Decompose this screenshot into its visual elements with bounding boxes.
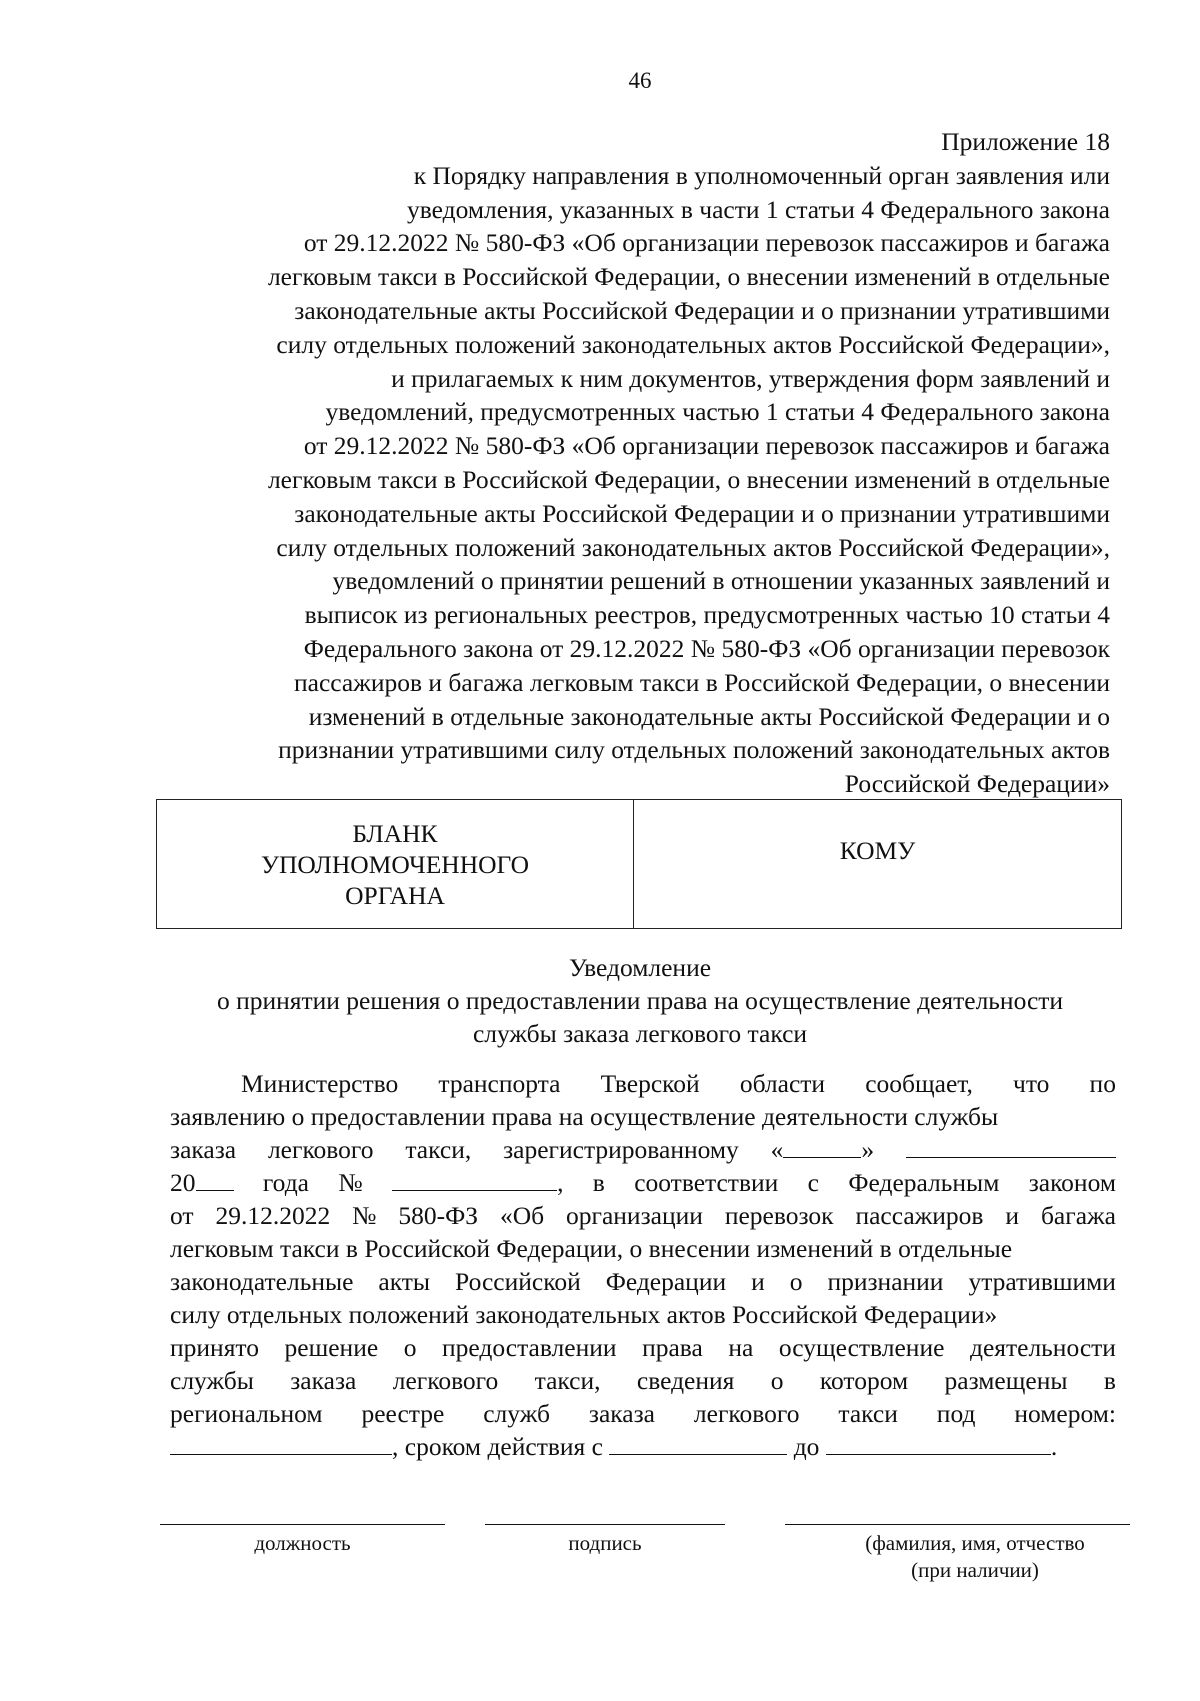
signature-block <box>160 1524 1130 1604</box>
word: деятельности <box>969 1333 1116 1362</box>
word: организации <box>566 1201 703 1230</box>
word: легкового <box>267 1135 374 1164</box>
word: о <box>770 1366 784 1395</box>
appendix-line: законодательные акты Российской Федерации и о признании утратившими <box>294 498 1110 528</box>
validity-start-field[interactable] <box>609 1430 787 1455</box>
name-label-line: (при наличии) <box>911 1558 1039 1582</box>
word: о <box>789 1267 803 1296</box>
word: 29.12.2022 <box>215 1201 331 1230</box>
word: пассажиров <box>855 1201 984 1230</box>
word: реестре <box>361 1399 445 1428</box>
word: № <box>352 1201 377 1230</box>
appendix-line: к Порядку направления в уполномоченный орган заявления или <box>413 160 1110 190</box>
word: легкового <box>693 1399 800 1428</box>
registration-month-field[interactable] <box>906 1133 1116 1158</box>
body-line: силу отдельных положений законодательных актов Российской Федерации» <box>170 1300 998 1329</box>
name-label <box>805 1530 1145 1584</box>
word: законодательные <box>170 1267 354 1296</box>
letterhead-line: БЛАНК <box>352 818 438 848</box>
word: Федерации <box>605 1267 727 1296</box>
word: по <box>1089 1069 1116 1098</box>
appendix-line: легковым такси в Российской Федерации, о внесении изменений в отдельные <box>267 262 1110 292</box>
word: принято <box>170 1333 259 1362</box>
authority-letterhead-cell <box>157 800 634 928</box>
recipient-cell <box>634 800 1121 928</box>
word: котором <box>819 1366 909 1395</box>
word: в <box>1103 1366 1116 1395</box>
notice-subtitle-line: о принятии решения о предоставлении права на осуществление деятельности <box>216 986 1064 1015</box>
word: о <box>403 1333 417 1362</box>
word: № <box>338 1168 363 1197</box>
word: служб <box>483 1399 550 1428</box>
registration-day-field[interactable]: « » <box>770 1135 875 1164</box>
word: акты <box>378 1267 431 1296</box>
word: области <box>739 1069 826 1098</box>
word: такси, <box>534 1366 601 1395</box>
appendix-line: уведомления, указанных в части 1 статьи 4 Федерального закона <box>407 194 1110 224</box>
signature-label: подпись <box>568 1531 642 1555</box>
word: номером: <box>1014 1399 1116 1428</box>
body-line <box>170 1067 1116 1100</box>
word: законом <box>1028 1168 1116 1197</box>
word: права <box>642 1333 703 1362</box>
word: заказа <box>588 1399 655 1428</box>
word: предоставлении <box>442 1333 617 1362</box>
body-line: заявлению о предоставлении права на осуществление деятельности службы <box>170 1102 999 1131</box>
body-line <box>170 1430 1116 1463</box>
word: транспорта <box>438 1069 561 1098</box>
word: соответствии <box>634 1168 779 1197</box>
word: , сроком действия с <box>392 1432 603 1461</box>
body-line <box>170 1166 1116 1199</box>
appendix-line: пассажиров и багажа легковым такси в Российской Федерации, о внесении <box>294 667 1110 697</box>
appendix-line: Российской Федерации» <box>844 769 1110 799</box>
word: утратившими <box>968 1267 1116 1296</box>
body-line <box>170 1397 1116 1430</box>
word: такси, <box>405 1135 472 1164</box>
word: «Об <box>499 1201 545 1230</box>
word: заказа <box>290 1366 357 1395</box>
word: с <box>807 1168 819 1197</box>
name-line[interactable] <box>785 1524 1130 1525</box>
blank-table <box>156 799 1122 929</box>
word: под <box>936 1399 976 1428</box>
appendix-line: Приложение 18 <box>941 127 1110 156</box>
body-line <box>170 1364 1116 1397</box>
appendix-line: силу отдельных положений законодательных актов Российской Федерации», <box>276 532 1110 562</box>
signature-line[interactable] <box>485 1524 725 1525</box>
registration-number-field[interactable]: , <box>392 1166 563 1199</box>
word: что <box>1013 1069 1050 1098</box>
registry-number-field[interactable] <box>170 1430 392 1455</box>
word: региональном <box>170 1399 323 1428</box>
word: перевозок <box>724 1201 834 1230</box>
word: и <box>751 1267 765 1296</box>
word: и <box>1005 1201 1020 1230</box>
appendix-line: легковым такси в Российской Федерации, о внесении изменений в отдельные <box>267 464 1110 494</box>
notice-heading <box>150 951 1130 1050</box>
appendix-line: Федерального закона от 29.12.2022 № 580-ФЗ «Об организации перевозок <box>303 633 1110 663</box>
word: Тверской <box>600 1069 700 1098</box>
notice-body <box>170 1067 1116 1463</box>
word: на <box>728 1333 754 1362</box>
word: Министерство <box>241 1069 399 1098</box>
word: года <box>262 1168 309 1197</box>
word: Федеральным <box>848 1168 1000 1197</box>
word: признании <box>827 1267 944 1296</box>
word: заказа <box>170 1135 237 1164</box>
body-line <box>170 1331 1116 1364</box>
word: багажа <box>1040 1201 1116 1230</box>
word: размещены <box>944 1366 1068 1395</box>
word: зарегистрированному <box>503 1135 739 1164</box>
word: сведения <box>636 1366 735 1395</box>
appendix-line: силу отдельных положений законодательных актов Российской Федерации», <box>276 329 1110 359</box>
word: от <box>170 1201 194 1230</box>
body-line <box>170 1199 1116 1232</box>
position-label: должность <box>254 1531 351 1555</box>
word: 580-ФЗ <box>398 1201 479 1230</box>
body-line: легковым такси в Российской Федерации, о внесении изменений в отдельные <box>170 1234 1013 1263</box>
word: осуществление <box>778 1333 945 1362</box>
name-label-line: (фамилия, имя, отчество <box>865 1531 1085 1555</box>
word: до <box>793 1432 820 1461</box>
word: службы <box>170 1366 254 1395</box>
appendix-line: и прилагаемых к ним документов, утверждения форм заявлений и <box>391 363 1110 393</box>
recipient-label: КОМУ <box>839 835 916 865</box>
appendix-line: законодательные акты Российской Федерации и о признании утратившими <box>294 295 1110 325</box>
page-number: 46 <box>628 68 652 93</box>
notice-title: Уведомление <box>568 953 712 982</box>
word: Российской <box>455 1267 581 1296</box>
body-line <box>170 1133 1116 1166</box>
appendix-line: от 29.12.2022 № 580-ФЗ «Об организации перевозок пассажиров и багажа <box>303 431 1110 461</box>
word: легкового <box>392 1366 499 1395</box>
word: сообщает, <box>865 1069 973 1098</box>
appendix-line: уведомлений, предусмотренных частью 1 статьи 4 Федерального закона <box>325 397 1110 427</box>
appendix-line: выписок из региональных реестров, предусмотренных частью 10 статьи 4 <box>304 600 1110 630</box>
notice-subtitle-line: службы заказа легкового такси <box>472 1019 808 1048</box>
word: . <box>1050 1432 1058 1461</box>
appendix-line: изменений в отдельные законодательные акты Российской Федерации и о <box>308 701 1110 731</box>
word: такси <box>838 1399 898 1428</box>
appendix-line: признании утратившими силу отдельных положений законодательных актов <box>278 735 1110 765</box>
position-line[interactable] <box>160 1524 445 1525</box>
letterhead-line: УПОЛНОМОЧЕННОГО <box>260 849 530 879</box>
word: решение <box>284 1333 379 1362</box>
letterhead-line: ОРГАНА <box>345 880 445 910</box>
appendix-header <box>150 125 1110 801</box>
registration-year-field[interactable]: 20 <box>170 1166 234 1199</box>
body-line <box>170 1265 1116 1298</box>
validity-end-field[interactable] <box>826 1430 1051 1455</box>
word: в <box>592 1168 605 1197</box>
appendix-line: уведомлений о принятии решений в отношении указанных заявлений и <box>332 566 1110 596</box>
appendix-line: от 29.12.2022 № 580-ФЗ «Об организации перевозок пассажиров и багажа <box>303 228 1110 258</box>
